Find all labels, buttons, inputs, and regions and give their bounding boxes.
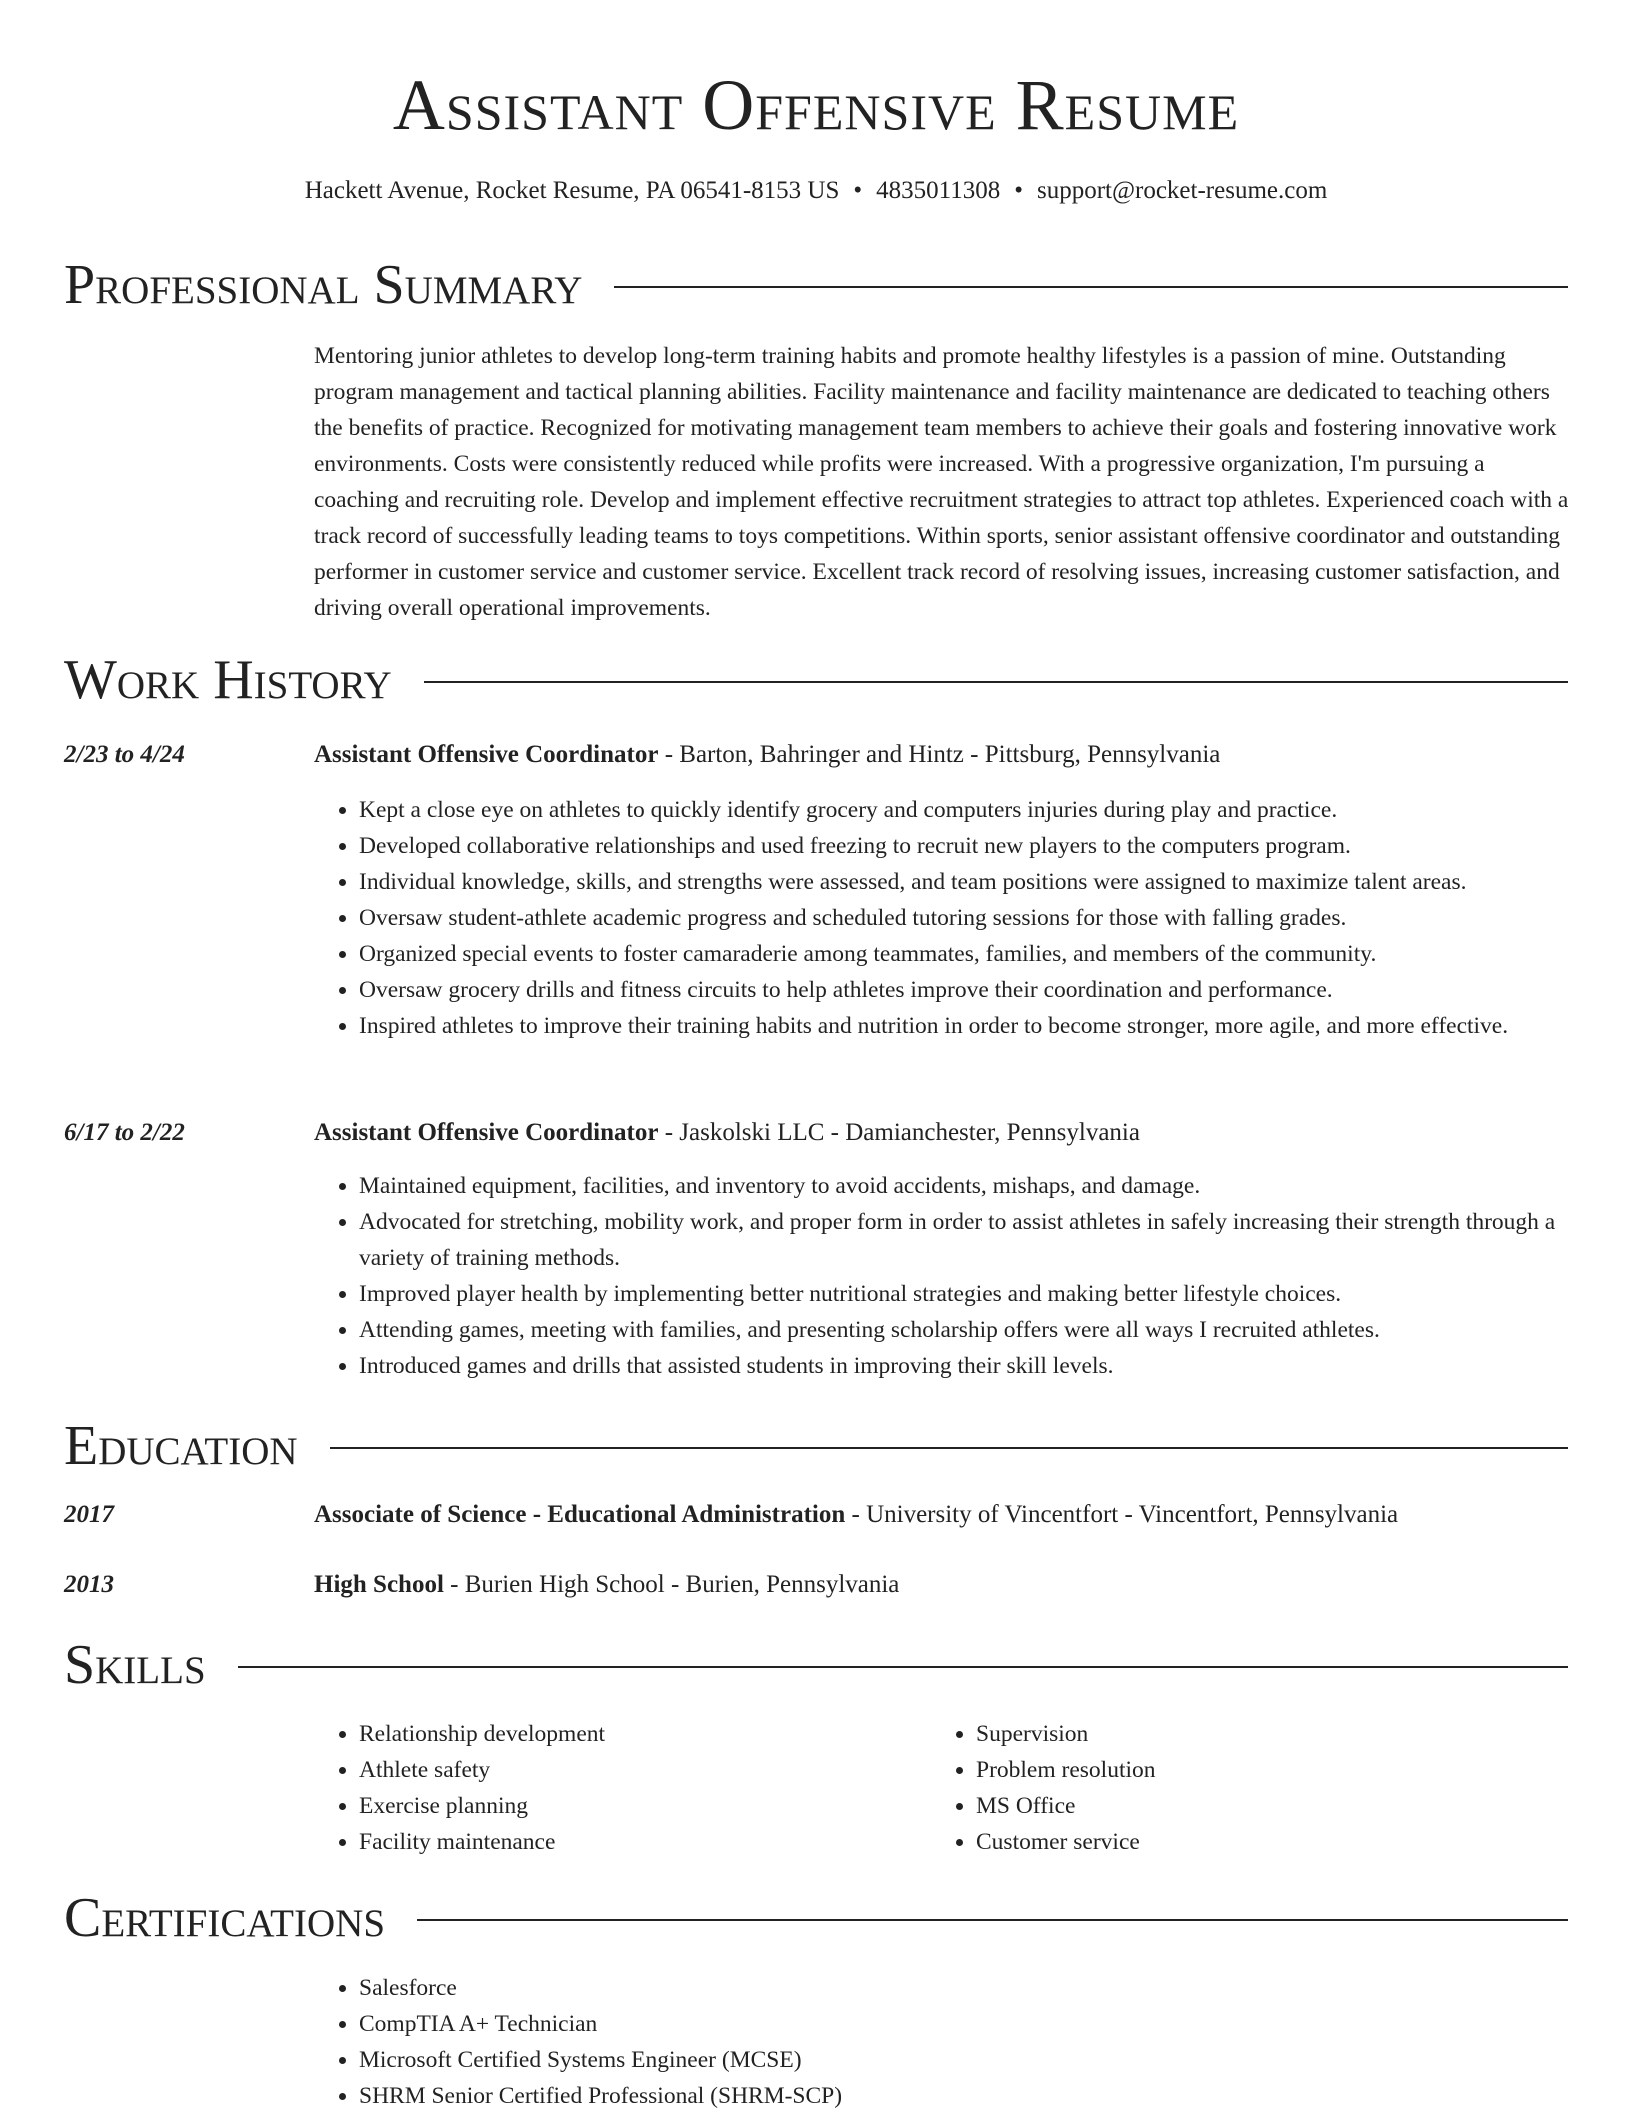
skill-item: • Athlete safety [359, 1752, 959, 1788]
summary-section-heading [64, 250, 1568, 320]
work-history-section-heading [64, 645, 1568, 715]
section-divider [424, 681, 1568, 683]
section-title: Professional Summary [64, 254, 583, 316]
section-title: Education [64, 1415, 298, 1477]
section-divider [417, 1919, 1568, 1921]
education-details: - University of Vincentfort - Vincentfort, Pennsylvania [845, 1501, 1399, 1528]
education-year: 2017 [64, 1501, 114, 1528]
certifications-section-heading [64, 1883, 1568, 1953]
job-bullet: • Developed collaborative relationships and used freezing to recruit new players to the computers program. [359, 828, 1615, 864]
education-year: 2013 [64, 1571, 114, 1598]
job-title: Assistant Offensive Coordinator [314, 741, 659, 768]
job-details: - Barton, Bahringer and Hintz - Pittsburg, Pennsylvania [658, 741, 1221, 768]
job-bullet: • Oversaw student-athlete academic progress and scheduled tutoring sessions for those with falling grades. [359, 900, 1615, 936]
job-bullet: • Advocated for stretching, mobility work, and proper form in order to assist athletes in safely increasing their strength through a variety of training methods. [359, 1204, 1615, 1276]
job-bullets [314, 1168, 1615, 1384]
job-bullet: • Individual knowledge, skills, and strengths were assessed, and team positions were assigned to maximize talent areas. [359, 864, 1615, 900]
certification-item: • Microsoft Certified Systems Engineer (MCSE) [359, 2042, 1615, 2078]
contact-phone: 4835011308 [876, 177, 1001, 204]
skill-item: • MS Office [976, 1788, 1576, 1824]
resume-title: Assistant Offensive Resume [392, 65, 1240, 145]
contact-separator: • [1014, 177, 1023, 204]
job-bullet: • Organized special events to foster camaraderie among teammates, families, and members of the community. [359, 936, 1615, 972]
skill-item: • Customer service [976, 1824, 1576, 1860]
skill-item: • Exercise planning [359, 1788, 959, 1824]
education-degree: Associate of Science - Educational Administration [314, 1501, 846, 1528]
job-bullet: • Introduced games and drills that assisted students in improving their skill levels. [359, 1348, 1615, 1384]
education-heading [314, 1568, 1570, 1602]
job-title: Assistant Offensive Coordinator [314, 1119, 659, 1146]
job-bullet: • Improved player health by implementing better nutritional strategies and making better lifestyle choices. [359, 1276, 1615, 1312]
skill-item: • Facility maintenance [359, 1824, 959, 1860]
job-bullet: • Inspired athletes to improve their training habits and nutrition in order to become stronger, more agile, and more effective. [359, 1008, 1615, 1044]
certification-item: • CompTIA A+ Technician [359, 2006, 1615, 2042]
skill-item: • Supervision [976, 1716, 1576, 1752]
job-bullet: • Attending games, meeting with families, and presenting scholarship offers were all ways I recruited athletes. [359, 1312, 1615, 1348]
contact-separator: • [853, 177, 863, 204]
skills-list-right [931, 1716, 1576, 1860]
section-title: Work History [64, 649, 392, 711]
job-bullet: • Maintained equipment, facilities, and inventory to avoid accidents, mishaps, and damage. [359, 1168, 1615, 1204]
section-divider [614, 286, 1568, 288]
section-title: Skills [64, 1634, 206, 1696]
contact-line [0, 174, 1632, 208]
job-bullet: • Kept a close eye on athletes to quickly identify grocery and computers injuries during play and practice. [359, 792, 1615, 828]
job-bullet: • Oversaw grocery drills and fitness circuits to help athletes improve their coordination and performance. [359, 972, 1615, 1008]
certifications-list [314, 1970, 1615, 2114]
contact-email: support@rocket-resume.com [1036, 177, 1328, 204]
job-heading [314, 1116, 1570, 1150]
job-details: - Jaskolski LLC - Damianchester, Pennsylvania [658, 1119, 1140, 1146]
summary-text: Mentoring junior athletes to develop long-term training habits and promote healthy lifestyles is a passion of mine. Outstanding program management and tactical planning abilities. Facility maintenance and facility maintenance are dedicated to teaching others the benefits of practice. Recognized for motivating management team members to achieve their goals and fostering innovative work environments. Costs were consistently reduced while profits were increased. With a progressive organization, I'm pursuing a coaching and recruiting role. Develop and implement effective recruitment strategies to attract top athletes. Experienced coach with a track record of successfully leading teams to toys competitions. Within sports, senior assistant offensive coordinator and outstanding performer in customer service and customer service. Excellent track record of resolving issues, increasing customer satisfaction, and driving overall operational improvements. [314, 343, 1569, 621]
education-details: - Burien High School - Burien, Pennsylvania [443, 1571, 900, 1598]
skill-item: • Relationship development [359, 1716, 959, 1752]
education-degree: High School [314, 1571, 444, 1598]
section-divider [238, 1666, 1568, 1668]
contact-address: Hackett Avenue, Rocket Resume, PA 06541-8153 US [304, 177, 840, 204]
section-divider [330, 1447, 1568, 1449]
certification-item: • SHRM Senior Certified Professional (SHRM-SCP) [359, 2078, 1615, 2114]
job-bullets [314, 792, 1615, 1044]
skills-list-left [314, 1716, 959, 1860]
education-heading [314, 1498, 1570, 1532]
job-heading [314, 738, 1570, 772]
education-section-heading [64, 1411, 1568, 1481]
section-title: Certifications [64, 1887, 386, 1949]
job-dates: 6/17 to 2/22 [64, 1119, 185, 1146]
skill-item: • Problem resolution [976, 1752, 1576, 1788]
job-dates: 2/23 to 4/24 [64, 741, 185, 768]
skills-section-heading [64, 1630, 1568, 1700]
certification-item: • Salesforce [359, 1970, 1615, 2006]
